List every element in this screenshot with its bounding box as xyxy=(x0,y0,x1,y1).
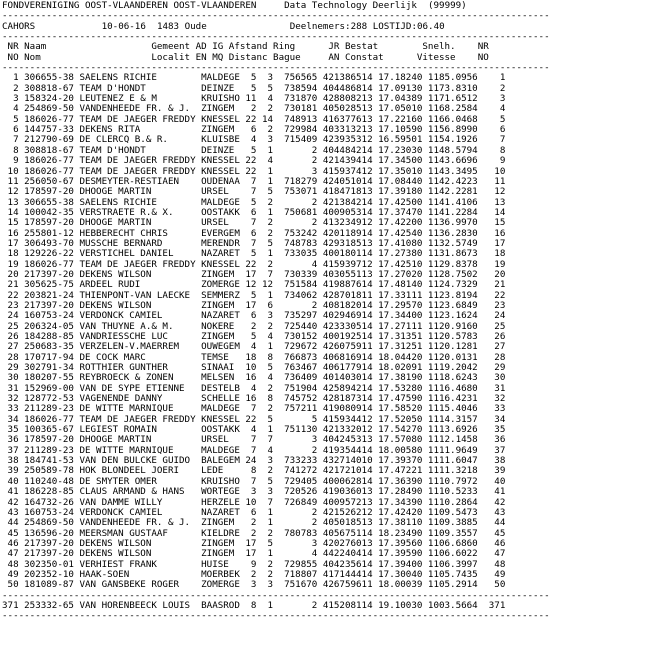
race-date: 10-06-16 xyxy=(101,20,146,32)
table-row: 19 186026-77 TEAM DE JAEGER FREDDY KNESSEL 22 2 4 415939712 17.42510 1129.8378 19 xyxy=(2,258,506,270)
table-row: 22 203821-24 THIENPONT-VAN LAECKE SEMMERZ 5 1 734062 428701811 17.33111 1123.8194 22 xyxy=(2,289,506,301)
table-row: 2 308818-67 TEAM D'HONDT DEINZE 5 5 738594 404486814 17.09130 1173.8310 2 xyxy=(2,82,506,94)
table-row: 50 181089-87 VAN GANSBEKE ROGER ZOMERGE 3 3 751670 426759611 18.00039 1105.2914 50 xyxy=(2,579,506,591)
table-row-last: 371 253332-65 VAN HORENBEECK LOUIS BAASROD 8 1 2 415208114 19.10030 1003.5664 371 xyxy=(2,599,506,611)
club-title: FONDVERENIGING OOST-VLAANDEREN OOST-VLAANDEREN xyxy=(2,0,257,11)
table-row: 23 217397-20 DEKENS WILSON ZINGEM 17 6 2 408182014 17.29570 1123.6849 23 xyxy=(2,299,506,311)
table-row: 37 211289-23 DE WITTE MARNIQUE MALDEGE 7 4 2 419354414 18.00580 1111.9649 37 xyxy=(2,444,506,456)
table-row: 10 186026-77 TEAM DE JAEGER FREDDY KNESSEL 22 1 3 415937412 17.35010 1143.3495 10 xyxy=(2,165,506,177)
participant-count: Deelnemers:288 xyxy=(289,20,368,32)
table-row: 25 206324-05 VAN THUYNE A.& M. NOKERE 2 2 725440 423330514 17.27111 1120.9160 25 xyxy=(2,320,506,332)
table-row: 5 186026-77 TEAM DE JAEGER FREDDY KNESSEL 22 14 748913 416377613 17.22160 1166.0468 5 xyxy=(2,113,506,125)
divider: --------------------------------------------------------------------------------------------------- xyxy=(2,589,550,601)
table-row: 42 164732-26 VAN DAMME WILLY HERZELE 10 7 726849 400957213 17.34390 1110.2864 42 xyxy=(2,496,506,508)
race-results-report xyxy=(2,1,550,622)
table-row: 33 211289-23 DE WITTE MARNIQUE MALDEGE 7 2 757211 419080914 17.58520 1115.4046 33 xyxy=(2,403,506,415)
table-row: 40 110240-48 DE SMYTER OMER KRUISHO 7 5 729405 400062814 17.36390 1110.7972 40 xyxy=(2,475,506,487)
table-row: 36 178597-20 DHOOGE MARTIN URSEL 7 7 3 404245313 17.57080 1112.1458 36 xyxy=(2,434,506,446)
table-row: 46 217397-20 DEKENS WILSON ZINGEM 17 5 3 420276013 17.39560 1106.6860 46 xyxy=(2,537,506,549)
provider-code: (99999) xyxy=(427,0,467,11)
table-row: 48 302350-01 VERHIEST FRANK HUISE 9 2 729855 404235614 17.39400 1106.3997 48 xyxy=(2,558,506,570)
table-row: 24 160753-24 VERDONCK CAMIEL NAZARET 6 3 735297 402946914 17.34400 1123.1624 24 xyxy=(2,310,506,322)
column-header: NR Naam Gemeent AD IG Afstand Ring JR Bestat Snelh. NR xyxy=(2,41,489,53)
table-row: 13 306655-38 SAELENS RICHIE MALDEGE 5 2 2 421384214 17.42500 1141.4106 13 xyxy=(2,196,506,208)
table-row: 29 302791-34 ROTTHIER GUNTHER SINAAI 10 5 763467 406177914 18.02091 1119.2042 29 xyxy=(2,362,506,374)
race-location: CAHORS xyxy=(2,20,36,32)
table-row: 17 306493-70 MUSSCHE BERNARD MERENDR 7 5 748783 429318513 17.41080 1132.5749 17 xyxy=(2,237,506,249)
table-row: 32 128772-53 VAGENENDE DANNY SCHELLE 16 8 745752 428187314 17.47590 1116.4231 32 xyxy=(2,393,506,405)
table-row: 8 308818-67 TEAM D'HONDT DEINZE 5 1 2 404484214 17.23030 1148.5794 8 xyxy=(2,144,506,156)
table-row: 43 160753-24 VERDONCK CAMIEL NAZARET 6 1 2 421526212 17.42420 1109.5473 43 xyxy=(2,506,506,518)
table-row: 35 100365-67 LEGIEST ROMAIN OOSTAKK 4 1 751130 421332012 17.54270 1113.6926 35 xyxy=(2,424,506,436)
table-row: 4 254869-50 VANDENHEEDE FR. & J. ZINGEM 2 2 730181 405028513 17.05010 1168.2584 4 xyxy=(2,103,506,115)
table-row: 26 184288-85 VANDRIESSCHE LUC ZINGEM 5 4 730152 400192514 17.31351 1120.5783 26 xyxy=(2,331,506,342)
table-row: 39 250589-78 HOK BLONDEEL JOERI LEDE 8 2 741272 421721014 17.47221 1111.3218 39 xyxy=(2,465,506,477)
divider: --------------------------------------------------------------------------------------------------- xyxy=(2,62,550,74)
table-row: 6 144757-33 DEKENS RITA ZINGEM 6 2 729984 403313213 17.10590 1156.8990 6 xyxy=(2,124,506,136)
table-row: 31 152969-00 VAN DE SYPE ETIENNE DESTELB 4 2 751904 425894214 17.53280 1116.4680 31 xyxy=(2,382,506,394)
table-row: 7 212790-69 DE CLERCQ B.& R. KLUISBE 4 3 715409 423935312 16.59501 1154.1926 7 xyxy=(2,134,506,146)
table-row: 14 100042-35 VERSTRAETE R.& X. OOSTAKK 6 1 750681 400905314 17.37470 1141.2284 14 xyxy=(2,206,506,218)
divider: --------------------------------------------------------------------------------------------------- xyxy=(2,610,550,622)
table-row: 15 178597-20 DHOOGE MARTIN URSEL 7 2 2 413234912 17.42200 1136.9970 15 xyxy=(2,217,506,229)
table-row: 12 178597-20 DHOOGE MARTIN URSEL 7 5 753071 418471813 17.39180 1142.2281 12 xyxy=(2,186,506,198)
table-row: 11 256050-67 DESMEYTER-RESTIAEN OUDENAA 7 1 718279 424051014 17.08440 1142.4223 11 xyxy=(2,175,506,187)
table-row: 34 186026-77 TEAM DE JAEGER FREDDY KNESSEL 22 5 5 415934412 17.52050 1114.3157 34 xyxy=(2,413,506,425)
divider: --------------------------------------------------------------------------------------------------- xyxy=(2,31,550,43)
table-row: 41 186228-85 CLAUS ARMAND & HANS WORTEGE 3 3 720526 419036013 17.28490 1110.5233 41 xyxy=(2,486,506,498)
column-header: NO Nom Localit EN MQ Distanc Bague AN Constat Vitesse NO xyxy=(2,51,489,63)
provider-name: Data Technology Deerlijk xyxy=(284,0,417,11)
table-row: 44 254869-50 VANDENHEEDE FR. & J. ZINGEM 2 1 2 405018513 17.38110 1109.3885 44 xyxy=(2,517,506,529)
pigeon-count: 1483 Oude xyxy=(156,20,207,32)
table-row: 47 217397-20 DEKENS WILSON ZINGEM 17 1 4 442240414 17.39590 1106.6022 47 xyxy=(2,548,506,560)
table-row: 1 306655-38 SAELENS RICHIE MALDEGE 5 3 756565 421386514 17.18240 1185.0956 1 xyxy=(2,72,506,84)
table-row: 18 129226-22 VERSTICHEL DANIEL NAZARET 5 1 733035 400180114 17.27380 1131.8673 18 xyxy=(2,248,506,260)
table-row: 9 186026-77 TEAM DE JAEGER FREDDY KNESSEL 22 4 2 421439414 17.34500 1143.6696 9 xyxy=(2,155,506,167)
table-row: 20 217397-20 DEKENS WILSON ZINGEM 17 7 730339 403055113 17.27020 1128.7502 20 xyxy=(2,268,506,280)
table-row: 27 250683-35 VERZELEN-V.MAERREM OUWEGEM 4 1 729672 426075911 17.31251 1120.1281 27 xyxy=(2,341,506,353)
divider: --------------------------------------------------------------------------------------------------- xyxy=(2,10,550,22)
table-row: 38 184741-53 VAN DEN BULCKE GUIDO BALEGEM 24 3 733233 432714010 17.39370 1111.6047 38 xyxy=(2,455,506,467)
table-row: 3 158324-20 LEUTENEZ E & M KRUISHO 11 4 731870 428808213 17.04389 1171.6512 3 xyxy=(2,93,506,105)
table-row: 49 202352-10 HAAK-SOEN MOERBEK 2 2 718807 417144414 17.30040 1105.7435 49 xyxy=(2,568,506,580)
table-row: 21 305625-75 ARDEEL RUDI ZOMERGE 12 12 751584 419887614 17.48140 1124.7329 21 xyxy=(2,279,506,291)
table-row: 28 170717-94 DE COCK MARC TEMSE 18 8 766873 406816914 18.04420 1120.0131 28 xyxy=(2,351,506,363)
table-row: 16 255801-12 HEBBERECHT CHRIS EVERGEM 6 2 753242 420118914 17.42540 1136.2830 16 xyxy=(2,227,506,239)
release-time: LOSTIJD:06.40 xyxy=(372,20,445,32)
table-row: 30 180207-55 REYBROECK & ZONEN MELSEN 16 4 736409 401403014 17.38190 1118.6243 30 xyxy=(2,372,506,384)
table-row: 45 136596-20 MEERSMAN GUSTAAF KIELDRE 2 2 780783 405675114 18.23490 1109.3557 45 xyxy=(2,527,506,539)
